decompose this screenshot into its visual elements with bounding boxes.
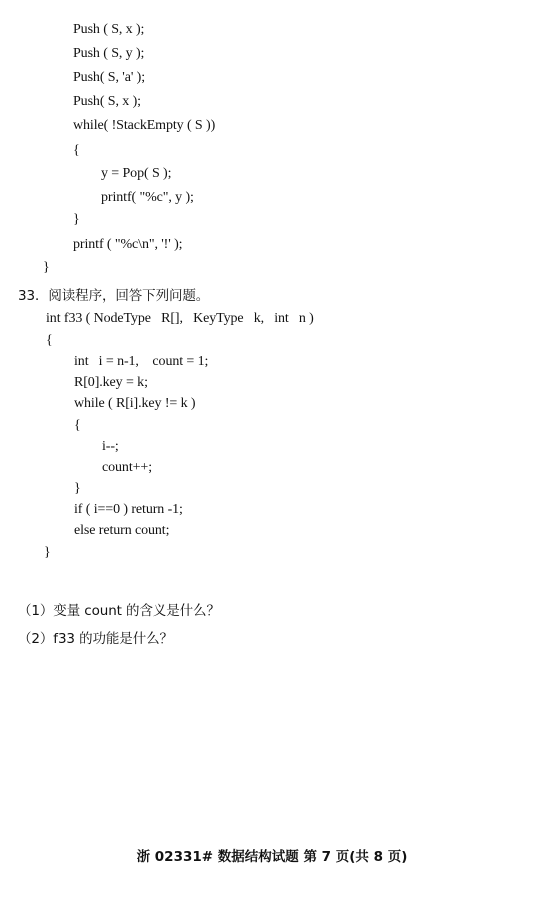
code-line: } bbox=[44, 545, 51, 560]
question-title: 33．阅读程序，回答下列问题。 bbox=[18, 288, 210, 304]
code-line: Push ( S, x ); bbox=[73, 22, 145, 37]
code-line: if ( i==0 ) return -1; bbox=[74, 502, 183, 517]
code-line: while ( R[i].key != k ) bbox=[74, 396, 196, 411]
code-line: int f33 ( NodeType R[], KeyType k, int n ) bbox=[46, 311, 314, 326]
code-line: Push( S, x ); bbox=[73, 94, 141, 109]
code-line: Push ( S, y ); bbox=[73, 46, 145, 61]
code-line: { bbox=[74, 418, 81, 433]
code-line: Push( S, 'a' ); bbox=[73, 70, 145, 85]
code-line: { bbox=[73, 143, 80, 158]
code-line: int i = n-1, count = 1; bbox=[74, 354, 209, 369]
page-footer: 浙 02331# 数据结构试题 第 7 页(共 8 页) bbox=[136, 849, 408, 865]
code-line: i--; bbox=[102, 439, 119, 454]
code-line: y = Pop( S ); bbox=[101, 166, 172, 181]
code-line: { bbox=[46, 333, 53, 348]
code-line: R[0].key = k; bbox=[74, 375, 148, 390]
code-line: } bbox=[73, 212, 80, 227]
code-line: printf ( "%c\n", '!' ); bbox=[73, 237, 183, 252]
code-line: printf( "%c", y ); bbox=[101, 190, 194, 205]
code-line: while( !StackEmpty ( S )) bbox=[73, 118, 216, 133]
code-line: } bbox=[74, 481, 81, 496]
sub-question: （2）f33 的功能是什么？ bbox=[18, 631, 173, 647]
code-line: else return count; bbox=[74, 523, 170, 538]
sub-question: （1）变量 count 的含义是什么？ bbox=[18, 603, 220, 619]
code-line: count++; bbox=[102, 460, 152, 475]
code-line: } bbox=[43, 260, 50, 275]
